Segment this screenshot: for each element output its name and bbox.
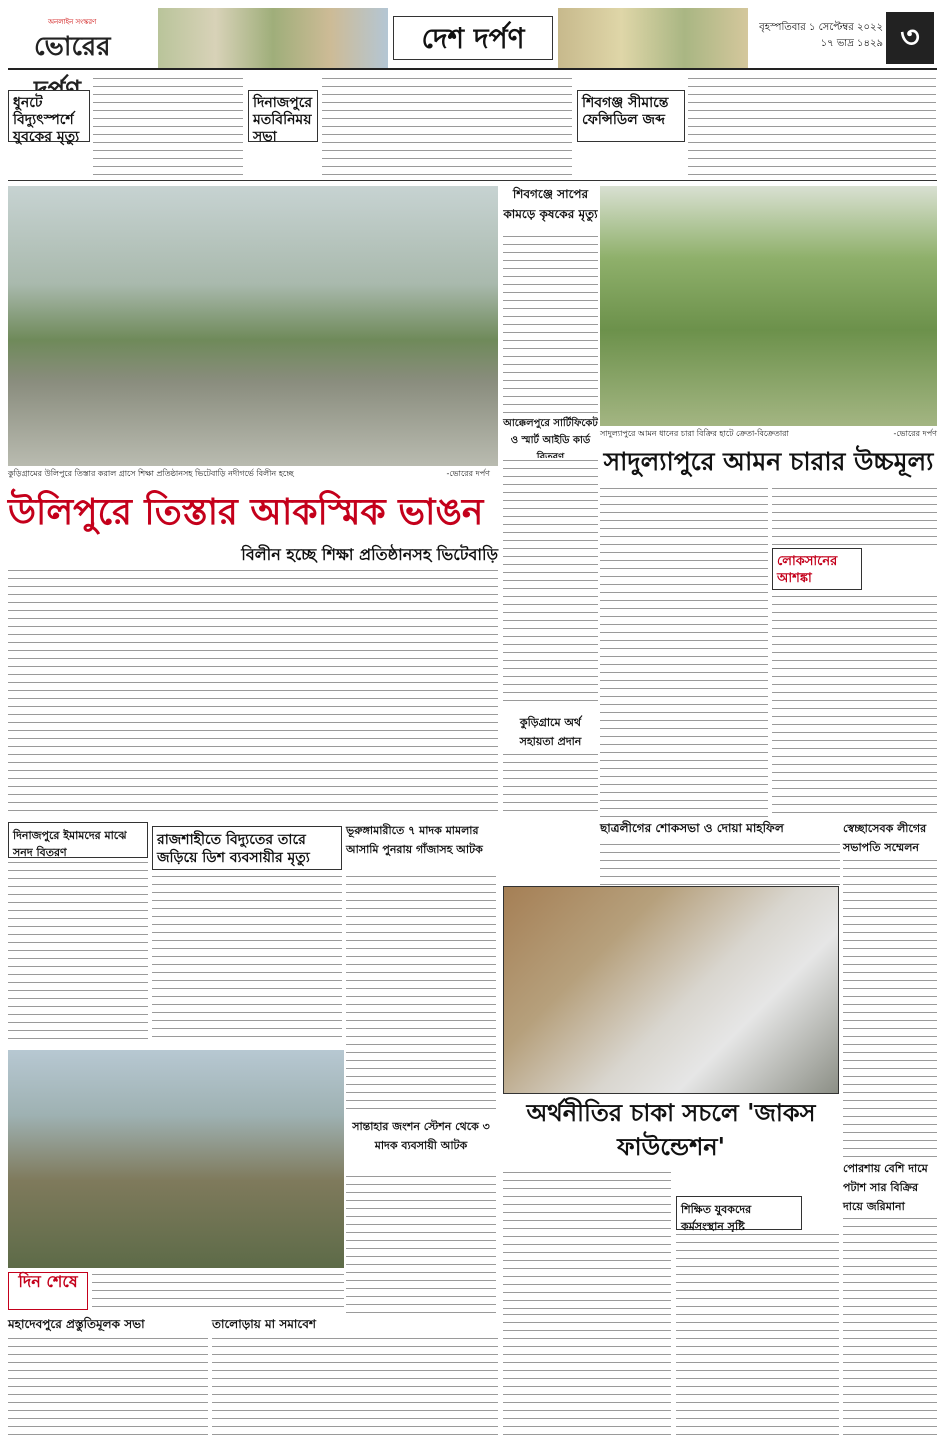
jakas-body-3 (503, 1312, 671, 1442)
dinajpur-sanad-body (8, 860, 148, 1044)
river-bank-photo (8, 1050, 344, 1268)
ulipur-headline: উলিপুরে তিস্তার আকস্মিক ভাঙন (8, 491, 484, 533)
snake-bite-headline: শিবগঞ্জে সাপের কামড়ে কৃষকের মৃত্যু (503, 187, 598, 221)
rajshahi-headline: রাজশাহীতে বিদ্যুতের তারে জড়িয়ে ডিশ ব্যবসায়ীর মৃত্যু (152, 826, 342, 870)
santahar-headline: সান্তাহার জংশন স্টেশন থেকে ৩ মাদক ব্যবসায়ী আটক (352, 1120, 490, 1152)
sadullapur-body-2a (772, 486, 937, 546)
section-title: দেশ দর্পণ (393, 16, 553, 60)
akkelpur-body (503, 458, 598, 708)
top-story-body-2 (322, 76, 572, 176)
din-sheshe-body (92, 1272, 344, 1310)
din-sheshe-label: দিন শেষে (8, 1272, 88, 1310)
ulipur-subheadline: বিলীন হচ্ছে শিক্ষা প্রতিষ্ঠানসহ ভিটেবাড়ি (241, 545, 498, 564)
page-number: ৩ (886, 12, 934, 64)
chhatraleague-body (600, 842, 840, 886)
santahar-body (346, 1174, 496, 1314)
date-english: বৃহস্পতিবার ১ সেপ্টেম্বর ২০২২ (759, 22, 883, 33)
kurigram-body (503, 752, 598, 818)
talora-body (212, 1336, 498, 1442)
top-story-title-2: দিনাজপুরে মতবিনিময় সভা (248, 90, 318, 142)
masthead-photo-strip-left (158, 8, 388, 68)
talora-headline: তালোড়ায় মা সমাবেশ (212, 1317, 317, 1331)
top-story-title-1: ধুনটে বিদ্যুৎস্পর্শে যুবকের মৃত্যু (8, 90, 90, 142)
snake-bite-body (503, 234, 598, 414)
masthead (8, 8, 937, 70)
mohadevpur-body (8, 1336, 208, 1442)
sadullapur-body-1 (600, 486, 768, 818)
kurigram-headline: কুড়িগ্রামে অর্থ সহায়তা প্রদান (519, 716, 582, 748)
sadullapur-body-2 (772, 594, 937, 818)
sadullapur-headline: সাদুল্যাপুরে আমন চারার উচ্চমূল্য (603, 447, 934, 476)
chhatraleague-headline: ছাত্রলীগের শোকসভা ও দোয়া মাহফিল (600, 821, 784, 835)
madak-headline: ভূরুঙ্গামারীতে ৭ মাদক মামলার আসামি পুনরায় গাঁজাসহ আটক (346, 824, 483, 856)
top-story-title-3: শিবগঞ্জ সীমান্তে ফেন্সিডিল জব্দ (577, 90, 685, 142)
date-block (753, 16, 883, 60)
divider (8, 180, 937, 181)
rajshahi-body (152, 874, 342, 1044)
madak-body (346, 874, 496, 1114)
jakas-body-2 (676, 1232, 839, 1442)
mohadevpur-headline: মহাদেবপুরে প্রস্তুতিমূলক সভা (8, 1317, 145, 1331)
porsha-headline: পোরশায় বেশি দামে পটাশ সার বিক্রির দায়ে জরিমানা (843, 1162, 928, 1213)
newspaper-logo (8, 16, 158, 60)
masthead-photo-strip-right (558, 8, 748, 68)
loss-fear-box: লোকসানের আশঙ্কা (772, 548, 862, 590)
duck-farm-photo (503, 886, 839, 1094)
jakas-side-headline: শিক্ষিত যুবকদের কর্মসংস্থান সৃষ্টি (676, 1196, 802, 1230)
top-story-body-1 (93, 76, 243, 176)
erosion-photo (8, 186, 498, 466)
volunteer-league-headline: স্বেচ্ছাসেবক লীগের সভাপতি সম্মেলন (843, 822, 927, 854)
akkelpur-headline: আক্কেলপুরে সার্টিফিকেট ও স্মার্ট আইডি কার্ড বিতরণ (503, 418, 598, 463)
jakas-body-1 (503, 1170, 671, 1310)
seedling-market-photo (600, 186, 937, 426)
photo-credit-1: -ভোরের দর্পণ (446, 469, 490, 478)
photo-caption-1: কুড়িগ্রামের উলিপুরে তিস্তার করাল গ্রাসে শিক্ষা প্রতিষ্ঠানসহ ভিটেবাড়ি নদীগর্ভে বিলীন হচ্ছে (8, 469, 294, 478)
ulipur-body (8, 568, 498, 818)
jakas-headline: অর্থনীতির চাকা সচলে 'জাকস ফাউন্ডেশন' (526, 1098, 816, 1161)
logo-text: ভোরের (34, 32, 111, 62)
date-bangla: ১৭ ভাদ্র ১৪২৯ (820, 38, 883, 49)
porsha-body (843, 1216, 937, 1442)
photo-caption-2: সাদুল্যাপুরে আমন ধানের চারা বিক্রির হাটে ক্রেতা-বিক্রেতারা (600, 429, 789, 438)
volunteer-league-body (843, 858, 937, 1158)
dinajpur-sanad-headline: দিনাজপুরে ইমামদের মাঝে সনদ বিতরণ (8, 822, 148, 858)
top-story-body-3 (688, 76, 936, 176)
logo-tagline: অনলাইন সংস্করণ (48, 18, 97, 26)
photo-credit-2: -ভোরের দর্পণ (893, 429, 937, 438)
